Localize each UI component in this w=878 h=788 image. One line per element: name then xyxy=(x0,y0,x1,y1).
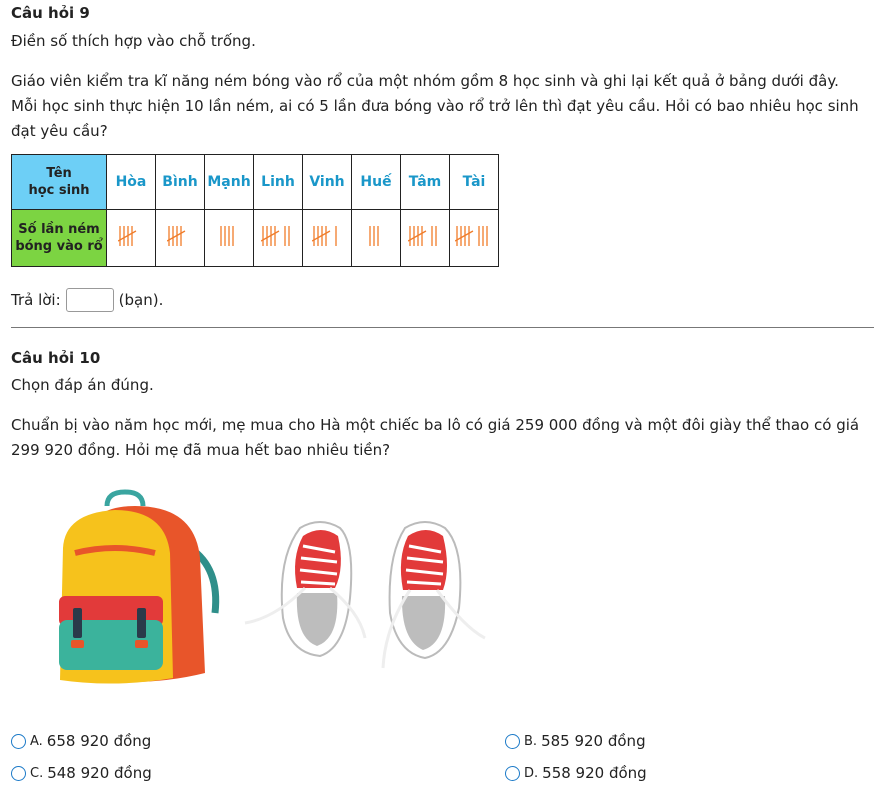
tally-cell xyxy=(303,210,352,267)
option-text: 558 920 đồng xyxy=(542,764,647,782)
tally-strike xyxy=(455,231,473,241)
student-name-cell: Tài xyxy=(450,155,499,210)
tally-marks-icon xyxy=(368,223,384,249)
tally-row xyxy=(12,210,499,267)
question-divider xyxy=(11,327,874,328)
question-10-title: Câu hỏi 10 xyxy=(11,349,101,367)
answer-line xyxy=(11,288,163,312)
option-letter: D. xyxy=(524,765,539,781)
tally-strike xyxy=(167,231,185,241)
sneakers-icon xyxy=(245,522,485,668)
student-name-cell: Tâm xyxy=(401,155,450,210)
tally-marks-icon xyxy=(219,223,239,249)
student-name-cell: Huế xyxy=(352,155,401,210)
question-9-text: Giáo viên kiểm tra kĩ năng ném bóng vào rổ của một nhóm gồm 8 học sinh và ghi lại kết quả ở bảng dưới đây. Mỗi học sinh thực hiện 10 lần ném, ai có 5 lần đưa bóng vào rổ trở lên thì đạt yêu cầu. Hỏi có bao nhiêu học sinh đạt yêu cầu? xyxy=(11,72,859,140)
tally-strike xyxy=(312,231,330,241)
student-name-cell: Mạnh xyxy=(205,155,254,210)
student-name-row xyxy=(12,155,499,210)
option-letter: A. xyxy=(30,733,43,749)
radio-icon[interactable] xyxy=(11,734,26,749)
tally-cell xyxy=(401,210,450,267)
question-9-instruction: Điền số thích hợp vào chỗ trống. xyxy=(11,32,256,50)
student-name-cell: Vinh xyxy=(303,155,352,210)
backpack-and-shoes-illustration xyxy=(45,488,505,693)
tally-marks-icon xyxy=(455,223,493,249)
student-name-cell: Linh xyxy=(254,155,303,210)
option-c[interactable] xyxy=(11,764,152,782)
radio-icon[interactable] xyxy=(505,734,520,749)
student-name-cell: Bình xyxy=(156,155,205,210)
option-text: 548 920 đồng xyxy=(47,764,152,782)
option-b[interactable] xyxy=(505,732,646,750)
tally-cell xyxy=(205,210,254,267)
name-header-line2: học sinh xyxy=(28,183,90,198)
tally-cell xyxy=(254,210,303,267)
tally-strike xyxy=(118,231,136,241)
name-header-line1: Tên xyxy=(46,166,72,181)
tally-marks-icon xyxy=(408,223,442,249)
question-9-title: Câu hỏi 9 xyxy=(11,4,90,22)
option-text: 658 920 đồng xyxy=(46,732,152,750)
tally-header-line1: Số lần ném xyxy=(18,222,100,237)
answer-unit: (bạn). xyxy=(118,291,164,309)
answer-label: Trả lời: xyxy=(11,291,61,309)
radio-icon[interactable] xyxy=(11,766,26,781)
tally-table xyxy=(11,154,499,267)
tally-strike xyxy=(408,231,426,241)
tally-cell xyxy=(156,210,205,267)
tally-marks-icon xyxy=(312,223,342,249)
option-d[interactable] xyxy=(505,764,647,782)
option-text: 585 920 đồng xyxy=(541,732,646,750)
answer-input[interactable] xyxy=(66,288,114,312)
tally-header-cell xyxy=(12,210,107,267)
backpack-icon xyxy=(59,492,216,684)
tally-header-line2: bóng vào rổ xyxy=(15,239,103,254)
tally-marks-icon xyxy=(261,223,295,249)
tally-cell xyxy=(107,210,156,267)
question-10-text: Chuẩn bị vào năm học mới, mẹ mua cho Hà một chiếc ba lô có giá 259 000 đồng và một đôi giày thể thao có giá 299 920 đồng. Hỏi mẹ đã mua hết bao nhiêu tiền? xyxy=(11,416,860,459)
radio-icon[interactable] xyxy=(505,766,520,781)
tally-cell xyxy=(450,210,499,267)
option-letter: B. xyxy=(524,733,538,749)
student-name-cell: Hòa xyxy=(107,155,156,210)
tally-cell xyxy=(352,210,401,267)
name-header-cell xyxy=(12,155,107,210)
tally-marks-icon xyxy=(118,223,144,249)
question-10-instruction: Chọn đáp án đúng. xyxy=(11,376,154,394)
option-letter: C. xyxy=(30,765,44,781)
option-a[interactable] xyxy=(11,732,151,750)
tally-strike xyxy=(261,231,279,241)
tally-marks-icon xyxy=(167,223,193,249)
